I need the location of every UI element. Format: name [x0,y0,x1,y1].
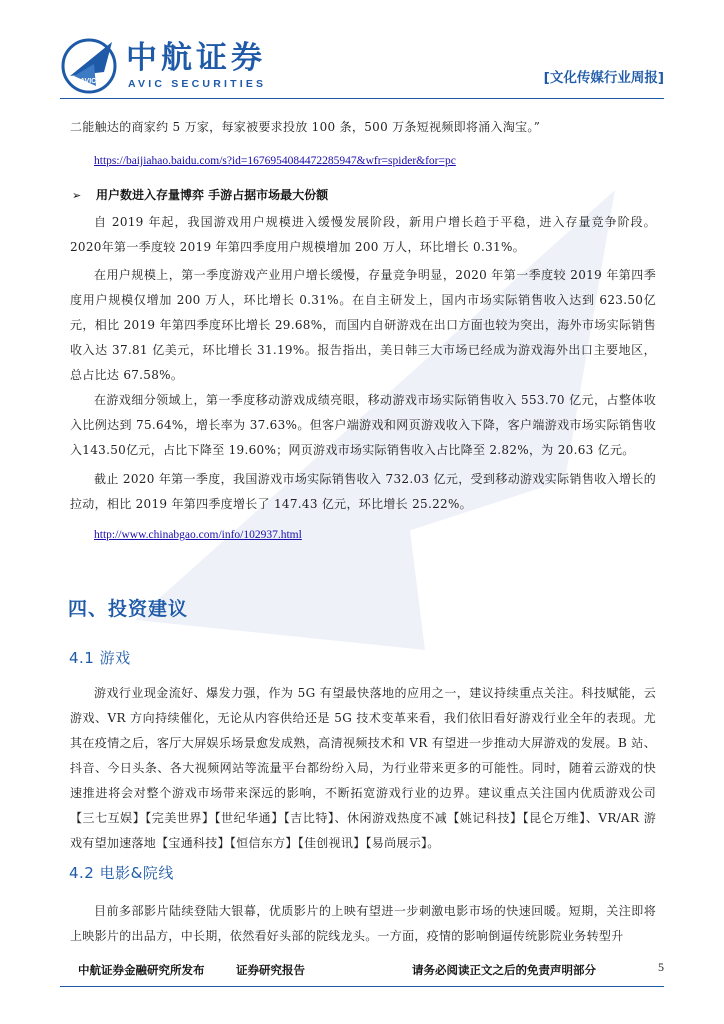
brand-name-cn: 中航证券 [126,40,266,76]
paragraph-user-scale: 自 2019 年起，我国游戏用户规模进入缓慢发展阶段，新用户增长趋于平稳，进入存量竞争阶段。2020年第一季度较 2019 年第四季度用户规模增加 200 万人，环比增长 0.31%。 [70,215,656,254]
paragraph-film-advice: 目前多部影片陆续登陆大银幕，优质影片的上映有望进一步刺激电影市场的快速回暖。短期，关注即将上映影片的出品方，中长期，依然看好头部的院线龙头。一方面，疫情的影响倒逼传统影院业务转型升 [70,904,656,943]
section-heading-investment: 四、投资建议 [68,598,189,620]
footer-publisher: 中航证券金融研究所发布 [78,963,205,977]
subsection-heading-games: 4.1 游戏 [69,649,131,667]
subsection-heading-film: 4.2 电影&院线 [69,864,174,882]
paragraph-domestic-overseas: 在用户规模上，第一季度游戏产业用户增长缓慢，存量竞争明显，2020 年第一季度较 2019 年第四季度用户规模仅增加 200 万人，环比增长 0.31%。在自主研发上，国内市场实际销售收入达到 623.50亿元，相比 2019 年第四季度环比增长 29.68%，而国内自研游戏在出口方面也较为突出，海外市场实际销售收入达 37.81 亿美元，环比增长 31.19%。报告指出，美日韩三大市场已经成为游戏海外出口主要地区，总占比达 67.58%。 [70,268,656,382]
avic-logo-icon [60,36,120,94]
bullet-heading-text: 用户数进入存量博弈 手游占据市场最大份额 [96,188,329,202]
report-header [60,36,664,100]
source-link-baidu[interactable]: https://baijiahao.baidu.com/s?id=1676954084472285947&wfr=spider&for=pc [94,155,456,167]
quote-tail-paragraph: 二能触达的商家约 5 万家，每家被要求投放 100 条，500 万条短视频即将涌入淘宝。” [70,120,541,134]
paragraph-segments: 在游戏细分领域上，第一季度移动游戏成绩亮眼，移动游戏市场实际销售收入 553.70 亿元，占整体收入比例达到 75.64%，增长率为 37.63%。但客户端游戏和网页游戏收入下降，客户端游戏市场实际销售收入143.50亿元，占比下降至 19.60%；网页游戏市场实际销售收入占比降至 2.82%，为 20.63 亿元。 [70,393,656,457]
page-number: 5 [658,960,664,974]
brand-name-en: AVIC SECURITIES [128,78,267,90]
report-type-label: [文化传媒行业周报] [543,70,664,86]
logo-text: AVIC [80,78,97,85]
footer-report-kind: 证券研究报告 [236,963,305,977]
footer-divider [60,986,664,987]
footer-disclaimer: 请务必阅读正文之后的免责声明部分 [412,963,596,977]
paragraph-total-revenue: 截止 2020 年第一季度，我国游戏市场实际销售收入 732.03 亿元，受到移动游戏实际销售收入增长的拉动，相比 2019 年第四季度增长了 147.43 亿元，环比增长 25.22%。 [70,472,656,511]
header-divider [60,98,664,99]
source-link-chinabgao[interactable]: http://www.chinabgao.com/info/102937.html [94,529,302,541]
paragraph-games-advice: 游戏行业现金流好、爆发力强，作为 5G 有望最快落地的应用之一，建议持续重点关注。科技赋能，云游戏、VR 方向持续催化，无论从内容供给还是 5G 技术变革来看，我们依旧看好游戏行业全年的表现。尤其在疫情之后，客厅大屏娱乐场景愈发成熟，高清视频技术和 VR 有望进一步推动大屏游戏的发展。B 站、抖音、今日头条、各大视频网站等流量平台都纷纷入局，为行业带来更多的可能性。同时，随着云游戏的快速推进将会对整个游戏市场带来深远的影响，不断拓宽游戏行业的边界。建议重点关注国内优质游戏公司【三七互娱】【完美世界】【世纪华通】【吉比特】、休闲游戏热度不减【姚记科技】【昆仑万维】、VR/AR 游戏有望加速落地【宝通科技】【恒信东方】【佳创视讯】【易尚展示】。 [70,686,656,850]
arrow-bullet-icon: ➢ [72,189,82,202]
bullet-heading [72,186,328,203]
